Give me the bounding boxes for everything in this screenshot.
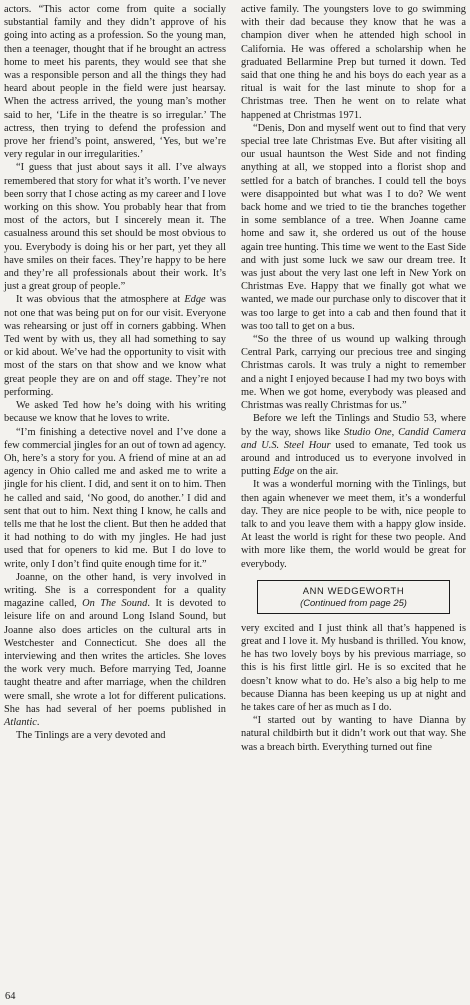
continuation-box-note: (Continued from page 25)	[300, 596, 407, 608]
article-paragraph: “I started out by wanting to have Dianna by natural childbirth but it didn’t work out that way. She was a breach birth. Everything turned out fine	[241, 715, 466, 753]
left-column	[4, 3, 226, 742]
article-paragraph: very excited and I just think all that’s happened is great and I love it. My husband is thrilled. You know, he has two lovely boys by his previous marriage, so this is his first little girl. He is so excited that he doesn’t know what to do. He’s also a big help to me because Dianna has been keeping us up at night and he takes care of her as much as I do.	[241, 622, 466, 713]
article-paragraph: Before we left the Tinlings and Studio 53, where by the way, shows like Studio One, Candid Camera and U.S. Steel Hour used to emanate, Ted took us around and introduced us to everyone involved in putting Edge on the air.	[241, 413, 466, 478]
right-column-bottom	[241, 622, 466, 754]
continuation-box-name: ANN WEDGEWORTH	[302, 584, 405, 596]
article-paragraph: “I’m finishing a detective novel and I’ve done a few commercial jingles for an out of town ad agency. Oh, here’s a story for you. A friend of mine at an ad agency in Ohio called me and asked me to write a jingle for his client. I did, and sent it on to him. Then he called and said, ‘No good, do another.’ I did and sent that out to him. Next thing I know, he calls and tells me that he lost the client. But then he added that it had nothing to do with my jingles. He had just used that for openers to kid me. But I do love to write, only I don’t find quite enough time for it.”	[4, 426, 226, 570]
article-paragraph: active family. The youngsters love to go swimming with their dad because they know that he was a champion diver when he attended high school in California. He was offered a scholarship when he graduated Bellarmine Prep but turned it down. Ted said that one thing he and his boys do each year as a ritual is wait for the last minute to shop for a Christmas tree. Then he went on to relate what happened at Christmas 1971.	[241, 4, 466, 121]
article-paragraph: “So the three of us wound up walking through Central Park, carrying our precious tree and singing Christmas carols. It was truly a night to remember and a night I enjoyed because I had my two boys with me. When we got home, everybody was pleased and Christmas was really Christmas for us.”	[241, 334, 466, 412]
article-paragraph: The Tinlings are a very devoted and	[16, 730, 166, 742]
article-paragraph: Joanne, on the other hand, is very involved in writing. She is a correspondent for a quality magazine called, On The Sound. It is devoted to leisure life on and around Long Island Sound, but Joanne also does articles on the cultural arts in Westchester and Connecticut. She does all the interviewing and then writes the articles. She loves the work very much. Before marrying Ted, Joanne taught theatre and after marriage, when the children were small, she wrote a lot for different pulications. She has had several of her poems published in Atlantic.	[4, 571, 226, 728]
article-paragraph: actors. “This actor come from quite a socially substantial family and they didn’t approve of his going into acting as a profession. So the young man, then a teenager, thought that if he brought an actress home to meet his parents, they would see that she was a responsible person and all the things they had heard about people in the field were just hearsay. When the actress arrived, the young man’s mother said to her, ‘Life in the theatre is so irregular.’ The actress, then trying to defend the profession and prove her friend’s point, answered, ‘Yes, but we’re very regular in our irregularities.’	[4, 4, 226, 161]
article-paragraph: “Denis, Don and myself went out to find that very special tree late Christmas Eve. But after visiting all our usual hauntson the West Side and not finding anything at all, we stopped into a florist shop and settled for a batch of branches. I could tell the boys were disappointed but what was I to do? We went back home and we tried to tie the branches together in some semblance of a tree. When Joanne came home and saw it, she ordered us out of the house again tree hunting. This time we went to the East Side and with just some luck we saw our dream tree. It was just about the very last one left in New York on Christmas Eve. Happy that we finally got what we wanted, we made our purchase only to discover that it was too large to get into a cab and then found that it was too tall to get on a bus.	[241, 122, 466, 332]
article-paragraph: It was a wonderful morning with the Tinlings, but then again whenever we meet them, it’s a wonderful day. They are nice people to be with, nice people to talk to and you leave them with a happy glow inside. At least the world is right for these two people. And with more like them, the world would be great for everybody.	[241, 479, 466, 570]
article-paragraph: “I guess that just about says it all. I’ve always remembered that story for what it’s worth. I’ve never been sorry that I chose acting as my career and I love working on this show. You probably hear that from most of the actors, but I sincerely mean it. The casualness around this set should be most obvious to you. Everybody is doing his or her part, yet they all have smiles on their faces. They’re happy to be here and they’re all professionals about their work. It’s just a great group of people.”	[4, 162, 226, 293]
right-column-top	[241, 3, 466, 571]
right-column	[241, 3, 466, 754]
page-number: 64	[5, 991, 16, 1002]
continuation-box	[257, 580, 450, 614]
article-paragraph: We asked Ted how he’s doing with his writing because we know that he loves to write.	[4, 400, 226, 425]
article-paragraph: It was obvious that the atmosphere at Edge was not one that was being put on for our visit. Everyone was rehearsing or just off in corners gabbing. When Ted went by with us, they all had something to say or kid about. We’ve had the opportunity to visit with most of the stars on that show and we know what great people they are on and off stage. They’re not performing.	[4, 294, 227, 398]
